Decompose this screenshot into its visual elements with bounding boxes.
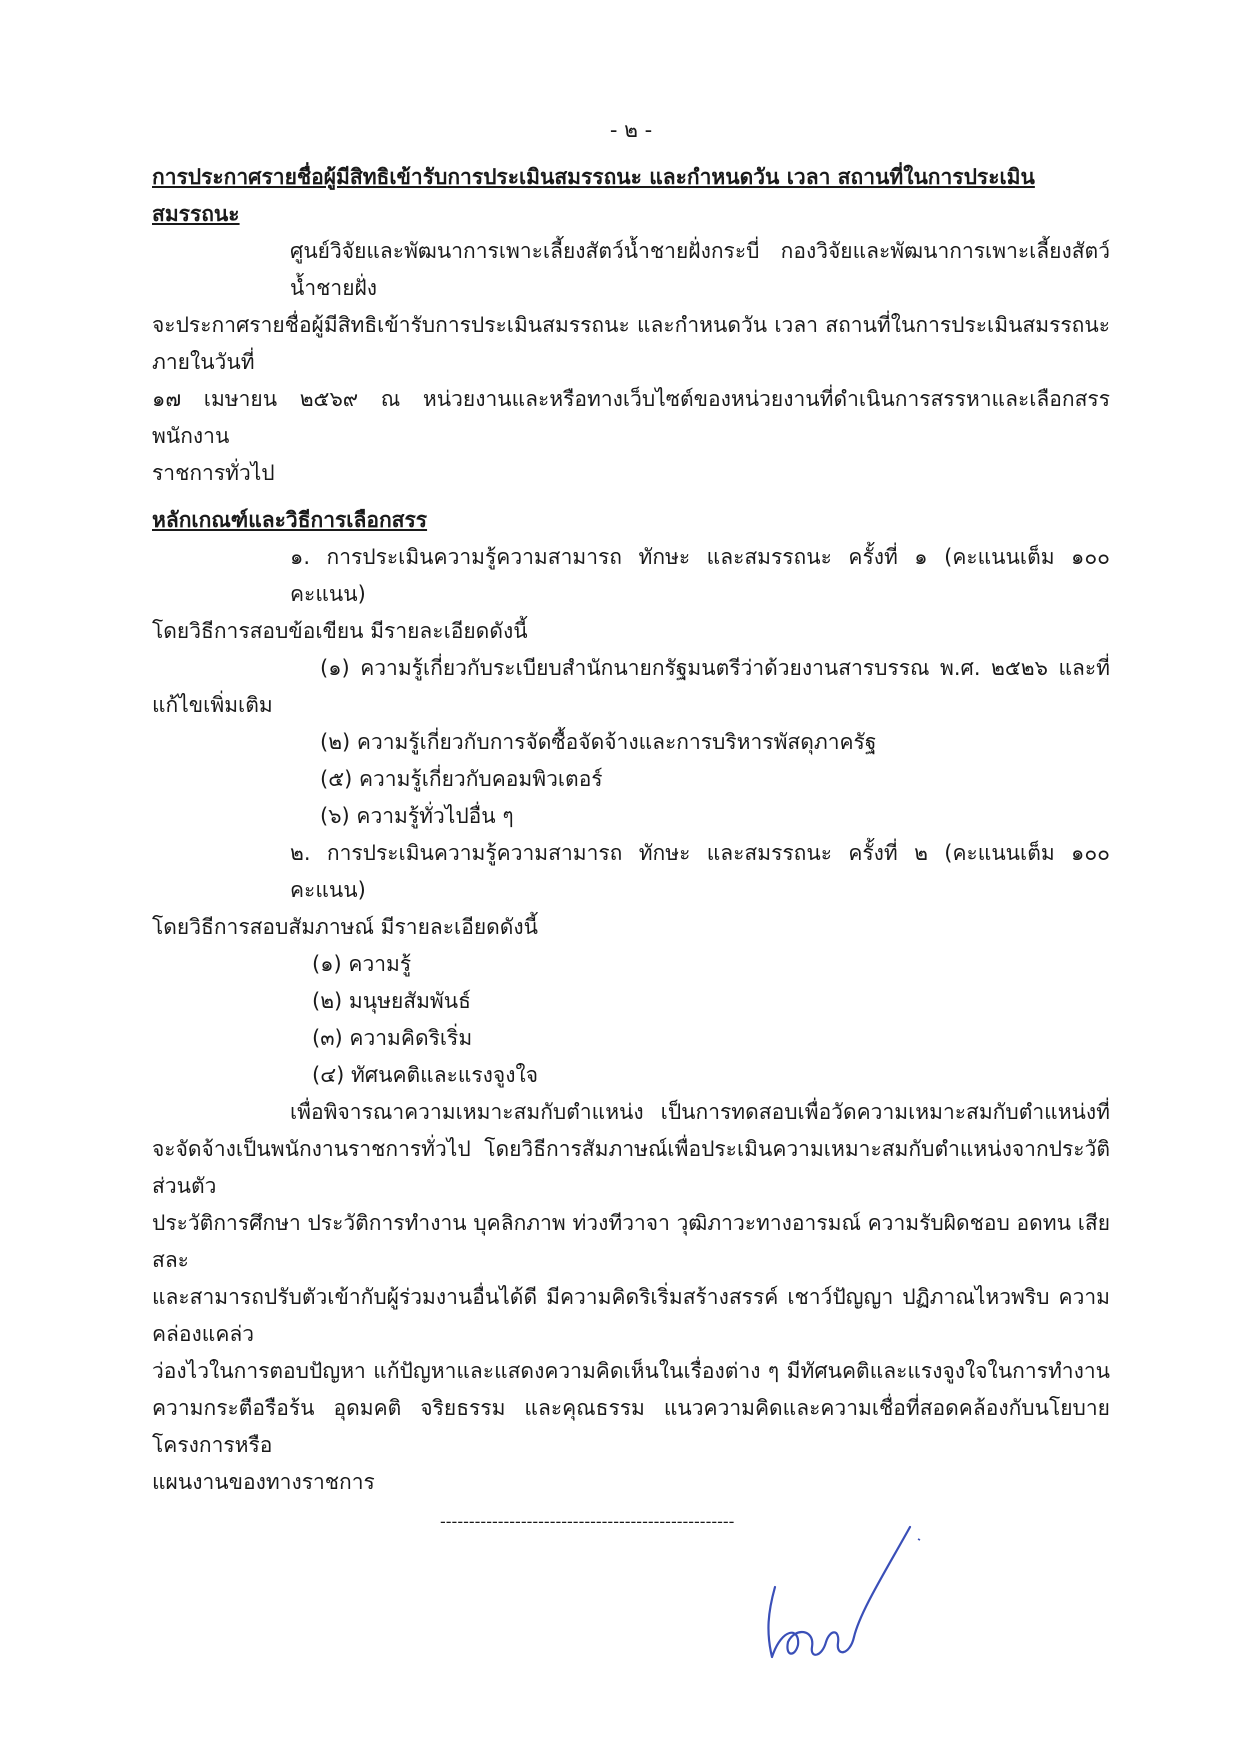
signature xyxy=(760,1517,960,1677)
paragraph-line: ศูนย์วิจัยและพัฒนาการเพาะเลี้ยงสัตว์น้ำชายฝั่งกระบี่ กองวิจัยและพัฒนาการเพาะเลี้ยงสัตว์น้ำชายฝั่ง xyxy=(290,239,1110,300)
item1-line: ๑. การประเมินความรู้ความสามารถ ทักษะ และสมรรถนะ ครั้งที่ ๑ (คะแนนเต็ม ๑๐๐ คะแนน) xyxy=(290,545,1110,606)
document-body xyxy=(152,112,1110,1677)
item1-sub: แก้ไขเพิ่มเติม xyxy=(152,693,273,717)
paragraph-line: ๑๗ เมษายน ๒๕๖๙ ณ หน่วยงานและหรือทางเว็บไซต์ของหน่วยงานที่ดำเนินการสรรหาและเลือกสรรพนักงาน xyxy=(152,387,1110,448)
item2-sub: (๓) ความคิดริเริ่ม xyxy=(312,1026,473,1050)
item1-sub: (๖) ความรู้ทั่วไปอื่น ๆ xyxy=(320,804,514,828)
separator-dashes: --------------------------------------------------- xyxy=(440,1512,735,1531)
paragraph-line: และสามารถปรับตัวเข้ากับผู้ร่วมงานอื่นได้ดี มีความคิดริเริ่มสร้างสรรค์ เชาว์ปัญญา ปฏิภาณไหวพริบ ความคล่องแคล่ว xyxy=(152,1285,1110,1346)
item2-line: ๒. การประเมินความรู้ความสามารถ ทักษะ และสมรรถนะ ครั้งที่ ๒ (คะแนนเต็ม ๑๐๐ คะแนน) xyxy=(290,841,1110,902)
item2-sub: (๒) มนุษยสัมพันธ์ xyxy=(312,989,471,1013)
paragraph-line: ราชการทั่วไป xyxy=(152,461,275,485)
item2-sub: (๑) ความรู้ xyxy=(312,952,412,976)
item2-line: โดยวิธีการสอบสัมภาษณ์ มีรายละเอียดดังนี้ xyxy=(152,915,539,939)
paragraph-line: ว่องไวในการตอบปัญหา แก้ปัญหาและแสดงความคิดเห็นในเรื่องต่าง ๆ มีทัศนคติและแรงจูงใจในการทำงาน xyxy=(152,1359,1110,1383)
paragraph-line: เพื่อพิจารณาความเหมาะสมกับตำแหน่ง เป็นการทดสอบเพื่อวัดความเหมาะสมกับตำแหน่งที่ xyxy=(290,1100,1110,1124)
item1-line: โดยวิธีการสอบข้อเขียน มีรายละเอียดดังนี้ xyxy=(152,619,528,643)
item1-sub: (๕) ความรู้เกี่ยวกับคอมพิวเตอร์ xyxy=(320,767,603,791)
item1-sub: (๑) ความรู้เกี่ยวกับระเบียบสำนักนายกรัฐมนตรีว่าด้วยงานสารบรรณ พ.ศ. ๒๕๒๖ และที่ xyxy=(320,656,1110,680)
paragraph-line: แผนงานของทางราชการ xyxy=(152,1470,375,1494)
section-heading-criteria: หลักเกณฑ์และวิธีการเลือกสรร xyxy=(152,508,428,532)
paragraph-line: ความกระตือรือร้น อุดมคติ จริยธรรม และคุณธรรม แนวความคิดและความเชื่อที่สอดคล้องกับนโยบาย โครงการหรือ xyxy=(152,1396,1110,1457)
page-number: - ๒ - xyxy=(609,118,653,142)
paragraph-line: จะจัดจ้างเป็นพนักงานราชการทั่วไป โดยวิธีการสัมภาษณ์เพื่อประเมินความเหมาะสมกับตำแหน่งจากประวัติส่วนตัว xyxy=(152,1137,1110,1198)
paragraph-line: จะประกาศรายชื่อผู้มีสิทธิเข้ารับการประเมินสมรรถนะ และกำหนดวัน เวลา สถานที่ในการประเมินสมรรถนะ ภายในวันที่ xyxy=(152,313,1110,374)
item1-sub: (๒) ความรู้เกี่ยวกับการจัดซื้อจัดจ้างและการบริหารพัสดุภาครัฐ xyxy=(320,730,877,754)
item2-sub: (๔) ทัศนคติและแรงจูงใจ xyxy=(312,1063,539,1087)
paragraph-line: ประวัติการศึกษา ประวัติการทำงาน บุคลิกภาพ ท่วงทีวาจา วุฒิภาวะทางอารมณ์ ความรับผิดชอบ อดทน เสียสละ xyxy=(152,1211,1110,1272)
section-heading-announcement: การประกาศรายชื่อผู้มีสิทธิเข้ารับการประเมินสมรรถนะ และกำหนดวัน เวลา สถานที่ในการประเมินสมรรถนะ xyxy=(152,165,1035,226)
